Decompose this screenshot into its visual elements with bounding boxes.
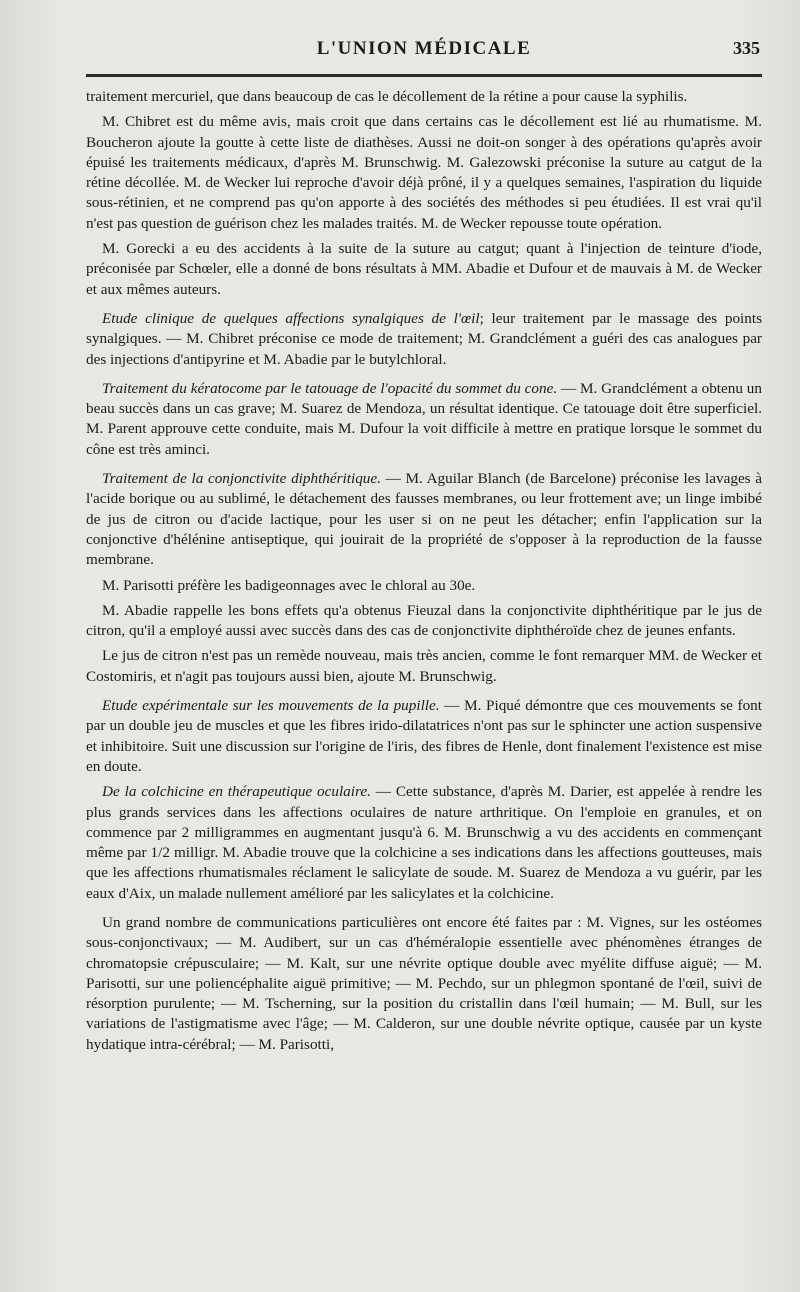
paragraph: Etude clinique de quelques affections synalgiques de l'œil; leur traitement par le massage des points synalgiques. — M. Chibret préconise ce mode de traitement; M. Grandclément a guéri des cas analogues par des injections d'antipyrine et M. Abadie par le butylchloral. xyxy=(86,309,762,368)
paragraph: Etude expérimentale sur les mouvements de la pupille. — M. Piqué démontre que ces mouvements se font par un double jeu de muscles et que les fibres irido-dilatatrices n'ont pas sur le sphincter une action suspensive et inhibitoire. Suit une discussion sur l'origine de l'iris, des fibres de Henle, dont finalement l'existence est mise en doute. xyxy=(86,697,762,775)
paragraph: M. Parisotti préfère les badigeonnages avec le chloral au 30e. xyxy=(102,576,476,594)
section-title: Traitement du kératocome par le tatouage de l'opacité du sommet du cone. xyxy=(102,379,558,397)
section-title: De la colchicine en thérapeutique oculaire. xyxy=(102,783,371,801)
page-number: 335 xyxy=(733,38,760,58)
paragraph: M. Abadie rappelle les bons effets qu'a obtenus Fieuzal dans la conjonctivite diphthéritique par le jus de citron, qu'il a employé aussi avec succès dans des cas de conjonctivite diphthéroïde chez de jeunes enfants. xyxy=(86,601,762,640)
running-header xyxy=(86,38,762,68)
paragraph: Un grand nombre de communications particulières ont encore été faites par : M. Vignes, sur les ostéomes sous-conjonctivaux; — M. Audibert, sur un cas d'héméralopie essentielle avec phénomènes étranges de chromatopsie crépusculaire; — M. Kalt, sur une névrite optique double avec myélite diffuse aiguë; — M. Parisotti, sur une poliencéphalite aiguë primitive; — M. Pechdo, sur un phlegmon spontané de l'œil, suivi de résorption purulente; — M. Tscherning, sur la position du cristallin dans l'œil humain; — M. Bull, sur les variations de l'astigmatisme avec l'âge; — M. Calderon, sur une double névrite optique, causée par un kyste hydatique intra-cérébral; — M. Parisotti, xyxy=(86,913,762,1053)
paragraph: traitement mercuriel, que dans beaucoup de cas le décollement de la rétine a pour cause la syphilis. xyxy=(86,88,688,105)
section-title: Traitement de la conjonctivite diphthéritique. xyxy=(102,470,381,488)
section-title: Etude clinique de quelques affections synalgiques de l'œil xyxy=(102,309,480,327)
paragraph: Le jus de citron n'est pas un remède nouveau, mais très ancien, comme le font remarquer MM. de Wecker et Costomiris, et n'agit pas toujours aussi bien, ajoute M. Brunschwig. xyxy=(86,647,762,685)
paragraph: De la colchicine en thérapeutique oculaire. — Cette substance, d'après M. Darier, est appelée à rendre les plus grands services dans les affections oculaires de nature arthritique. On l'emploie en granules, et on commence par 2 milligrammes en augmentant jusqu'à 6. M. Brunschwig a vu des accidents en commençant même par 1/2 milligr. M. Abadie trouve que la colchicine a ses indications dans les affections goutteuses, mais que les affections rhumatismales réclament le salicylate de soude. M. Suarez de Mendoza a vu guérir, par les eaux d'Aix, un malade nullement amélioré par les salicylates et la colchicine. xyxy=(86,783,762,902)
paragraph: Traitement du kératocome par le tatouage de l'opacité du sommet du cone. — M. Grandclément a obtenu un beau succès dans un cas grave; M. Suarez de Mendoza, un résultat identique. Ce tatouage doit être superficiel. M. Parent approuve cette conduite, mais M. Dufour la voit difficile à mettre en pratique lorsque le sommet du cône est très aminci. xyxy=(86,379,762,458)
section-title: Etude expérimentale sur les mouvements de la pupille. xyxy=(102,697,440,715)
header-rule xyxy=(86,74,762,77)
paragraph: M. Gorecki a eu des accidents à la suite de la suture au catgut; quant à l'injection de teinture d'iode, préconisée par Schœler, elle a donné de bons résultats à MM. Abadie et Dufour et de mauvais à M. de Wecker et aux mêmes auteurs. xyxy=(86,240,762,298)
paragraph: Traitement de la conjonctivite diphthéritique. — M. Aguilar Blanch (de Barcelone) préconise les lavages à l'acide borique ou au sublimé, le détachement des fausses membranes, ou leur frottement ave; un linge imbibé de jus de citron ou d'acide lactique, pour les user si on ne peut les détacher; enfin l'application sur la conjonctive d'hélénine antiseptique, qui jouirait de la propriété de s'opposer à la reproduction de la fausse membrane. xyxy=(86,470,762,569)
paragraph: M. Chibret est du même avis, mais croit que dans certains cas le décollement est lié au rhumatisme. M. Boucheron ajoute la goutte à cette liste de diathèses. Aussi ne doit-on songer à des opérations qu'après avoir épuisé les traitements médicaux, d'après M. Brunschwig. M. Galezowski préconise la suture au catgut de la rétine décollée. M. de Wecker lui reproche d'avoir déjà prôné, il y a quelques semaines, l'aspiration du liquide sous-rétinien, et ne comprend pas qu'on apporte à des sociétés des méthodes si peu étudiées. Il est vrai qu'il n'est pas question de guérison chez les malades traités. M. de Wecker repousse toute opération. xyxy=(86,113,762,232)
article-body xyxy=(86,87,762,1055)
journal-title: L'UNION MÉDICALE xyxy=(316,38,532,59)
